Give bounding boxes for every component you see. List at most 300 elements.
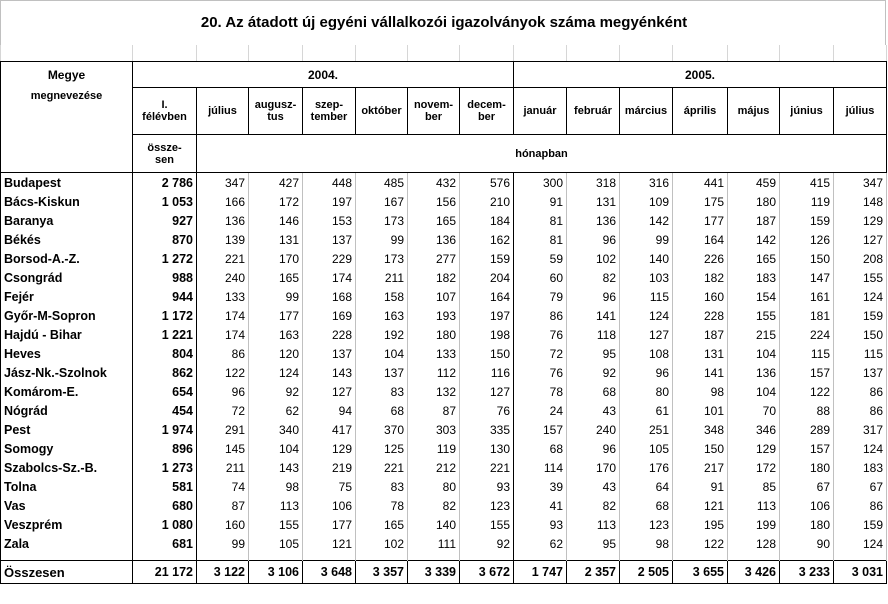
table-row [1, 268, 887, 287]
value-cell: 210 [460, 192, 514, 211]
value-cell: 212 [408, 458, 460, 477]
value-cell: 180 [780, 458, 834, 477]
value-cell: 187 [673, 325, 728, 344]
value-cell: 129 [728, 439, 780, 458]
value-cell: 300 [514, 173, 567, 193]
header-osszesen-line2: sen [155, 153, 174, 166]
value-cell: 159 [834, 515, 887, 534]
value-cell: 72 [197, 401, 249, 420]
value-cell: 70 [728, 401, 780, 420]
value-cell: 132 [408, 382, 460, 401]
value-cell: 93 [460, 477, 514, 496]
county-name: Budapest [1, 173, 133, 193]
value-cell: 137 [356, 363, 408, 382]
blank-cell [460, 553, 514, 561]
value-cell: 157 [514, 420, 567, 439]
value-cell: 114 [514, 458, 567, 477]
value-cell: 131 [249, 230, 303, 249]
county-name: Komárom-E. [1, 382, 133, 401]
header-month-2005-3: április [673, 88, 728, 135]
value-cell: 64 [620, 477, 673, 496]
header-month-2005-0: január [514, 88, 567, 135]
month-label-line1: szep- [314, 99, 344, 111]
value-cell: 105 [249, 534, 303, 553]
value-cell: 24 [514, 401, 567, 420]
value-cell: 172 [249, 192, 303, 211]
blank-cell [780, 553, 834, 561]
value-cell: 59 [514, 249, 567, 268]
blank-cell [133, 553, 197, 561]
value-cell: 101 [673, 401, 728, 420]
month-label-line1: decem- [467, 99, 506, 111]
value-cell: 127 [460, 382, 514, 401]
value-cell: 182 [673, 268, 728, 287]
value-cell: 86 [514, 306, 567, 325]
value-cell: 121 [303, 534, 356, 553]
value-cell: 98 [249, 477, 303, 496]
value-cell: 198 [460, 325, 514, 344]
value-cell: 3 357 [356, 561, 408, 584]
header-osszesen-line1: össze- [147, 141, 182, 154]
value-cell: 177 [303, 515, 356, 534]
value-cell: 119 [408, 439, 460, 458]
blank-cell [673, 553, 728, 561]
spacer-row [0, 45, 888, 61]
value-cell: 90 [780, 534, 834, 553]
value-cell: 3 233 [780, 561, 834, 584]
value-cell: 131 [673, 344, 728, 363]
blank-cell [356, 553, 408, 561]
h1-total-cell: 681 [133, 534, 197, 553]
value-cell: 221 [197, 249, 249, 268]
value-cell: 147 [780, 268, 834, 287]
value-cell: 61 [620, 401, 673, 420]
value-cell: 142 [728, 230, 780, 249]
value-cell: 96 [567, 439, 620, 458]
header-month-2004-3 [356, 88, 408, 135]
table-row [1, 306, 887, 325]
value-cell: 113 [728, 496, 780, 515]
value-cell: 347 [834, 173, 887, 193]
county-name: Nógrád [1, 401, 133, 420]
value-cell: 86 [197, 344, 249, 363]
value-cell: 98 [620, 534, 673, 553]
blank-cell [249, 553, 303, 561]
header-month-2004-5 [460, 88, 514, 135]
stats-table [0, 61, 887, 584]
value-cell: 87 [197, 496, 249, 515]
blank-row [1, 553, 887, 561]
value-cell: 105 [620, 439, 673, 458]
value-cell: 115 [620, 287, 673, 306]
value-cell: 136 [408, 230, 460, 249]
value-cell: 83 [356, 477, 408, 496]
value-cell: 3 031 [834, 561, 887, 584]
value-cell: 143 [303, 363, 356, 382]
value-cell: 154 [728, 287, 780, 306]
value-cell: 158 [356, 287, 408, 306]
value-cell: 102 [567, 249, 620, 268]
value-cell: 75 [303, 477, 356, 496]
value-cell: 148 [834, 192, 887, 211]
table-row [1, 173, 887, 193]
value-cell: 441 [673, 173, 728, 193]
value-cell: 111 [408, 534, 460, 553]
value-cell: 130 [460, 439, 514, 458]
h1-total-cell: 654 [133, 382, 197, 401]
value-cell: 417 [303, 420, 356, 439]
month-label-line2: ber [424, 111, 443, 123]
value-cell: 79 [514, 287, 567, 306]
value-cell: 173 [356, 249, 408, 268]
value-cell: 120 [249, 344, 303, 363]
value-cell: 219 [303, 458, 356, 477]
blank-cell [567, 553, 620, 561]
value-cell: 215 [728, 325, 780, 344]
table-row [1, 325, 887, 344]
value-cell: 164 [673, 230, 728, 249]
value-cell: 86 [834, 496, 887, 515]
value-cell: 169 [303, 306, 356, 325]
value-cell: 85 [728, 477, 780, 496]
value-cell: 96 [567, 230, 620, 249]
county-name: Zala [1, 534, 133, 553]
value-cell: 346 [728, 420, 780, 439]
county-name: Veszprém [1, 515, 133, 534]
value-cell: 104 [356, 344, 408, 363]
value-cell: 133 [197, 287, 249, 306]
header-honapban: hónapban [197, 135, 887, 173]
table-row [1, 344, 887, 363]
value-cell: 318 [567, 173, 620, 193]
h1-total-cell: 896 [133, 439, 197, 458]
value-cell: 124 [834, 287, 887, 306]
value-cell: 1 747 [514, 561, 567, 584]
value-cell: 168 [303, 287, 356, 306]
value-cell: 289 [780, 420, 834, 439]
header-month-2005-1: február [567, 88, 620, 135]
table-row [1, 287, 887, 306]
value-cell: 146 [249, 211, 303, 230]
value-cell: 94 [303, 401, 356, 420]
h1-total-cell: 1 080 [133, 515, 197, 534]
value-cell: 150 [780, 249, 834, 268]
table-row [1, 211, 887, 230]
county-name: Fejér [1, 287, 133, 306]
value-cell: 129 [834, 211, 887, 230]
month-label-line1: október [361, 105, 402, 117]
value-cell: 137 [834, 363, 887, 382]
value-cell: 88 [780, 401, 834, 420]
county-name: Vas [1, 496, 133, 515]
h1-total-cell: 1 221 [133, 325, 197, 344]
value-cell: 83 [356, 382, 408, 401]
header-month-2005-2: március [620, 88, 673, 135]
header-h1 [133, 88, 197, 135]
value-cell: 277 [408, 249, 460, 268]
value-cell: 121 [673, 496, 728, 515]
h1-total-cell: 870 [133, 230, 197, 249]
value-cell: 124 [834, 439, 887, 458]
value-cell: 485 [356, 173, 408, 193]
blank-cell [620, 553, 673, 561]
value-cell: 2 505 [620, 561, 673, 584]
county-name: Heves [1, 344, 133, 363]
value-cell: 192 [356, 325, 408, 344]
value-cell: 141 [673, 363, 728, 382]
value-cell: 131 [567, 192, 620, 211]
value-cell: 99 [620, 230, 673, 249]
value-cell: 2 357 [567, 561, 620, 584]
value-cell: 123 [620, 515, 673, 534]
value-cell: 80 [408, 477, 460, 496]
value-cell: 3 655 [673, 561, 728, 584]
table-row [1, 401, 887, 420]
header-month-2004-2 [303, 88, 356, 135]
county-name: Győr-M-Sopron [1, 306, 133, 325]
h1-total-cell: 804 [133, 344, 197, 363]
h1-total-cell: 21 172 [133, 561, 197, 584]
value-cell: 165 [408, 211, 460, 230]
value-cell: 123 [460, 496, 514, 515]
value-cell: 432 [408, 173, 460, 193]
value-cell: 136 [728, 363, 780, 382]
h1-total-cell: 680 [133, 496, 197, 515]
value-cell: 3 339 [408, 561, 460, 584]
value-cell: 448 [303, 173, 356, 193]
h1-total-cell: 2 786 [133, 173, 197, 193]
blank-cell [408, 553, 460, 561]
value-cell: 136 [197, 211, 249, 230]
h1-total-cell: 1 272 [133, 249, 197, 268]
value-cell: 174 [197, 306, 249, 325]
value-cell: 317 [834, 420, 887, 439]
value-cell: 303 [408, 420, 460, 439]
value-cell: 127 [834, 230, 887, 249]
value-cell: 157 [780, 363, 834, 382]
county-name: Békés [1, 230, 133, 249]
header-h1-line2: félévben [142, 111, 187, 123]
value-cell: 291 [197, 420, 249, 439]
value-cell: 175 [673, 192, 728, 211]
value-cell: 82 [567, 268, 620, 287]
value-cell: 195 [673, 515, 728, 534]
value-cell: 427 [249, 173, 303, 193]
value-cell: 115 [780, 344, 834, 363]
value-cell: 180 [408, 325, 460, 344]
value-cell: 170 [567, 458, 620, 477]
value-cell: 150 [834, 325, 887, 344]
value-cell: 193 [408, 306, 460, 325]
value-cell: 133 [408, 344, 460, 363]
value-cell: 124 [249, 363, 303, 382]
value-cell: 170 [249, 249, 303, 268]
h1-total-cell: 988 [133, 268, 197, 287]
value-cell: 122 [780, 382, 834, 401]
blank-cell [1, 553, 133, 561]
value-cell: 82 [408, 496, 460, 515]
value-cell: 162 [460, 230, 514, 249]
value-cell: 104 [249, 439, 303, 458]
value-cell: 118 [567, 325, 620, 344]
blank-cell [728, 553, 780, 561]
header-month-2004-1 [249, 88, 303, 135]
value-cell: 163 [356, 306, 408, 325]
value-cell: 92 [249, 382, 303, 401]
value-cell: 177 [673, 211, 728, 230]
county-name: Borsod-A.-Z. [1, 249, 133, 268]
value-cell: 119 [780, 192, 834, 211]
value-cell: 221 [460, 458, 514, 477]
value-cell: 103 [620, 268, 673, 287]
value-cell: 92 [567, 363, 620, 382]
value-cell: 251 [620, 420, 673, 439]
county-name: Baranya [1, 211, 133, 230]
value-cell: 102 [356, 534, 408, 553]
value-cell: 159 [780, 211, 834, 230]
value-cell: 96 [620, 363, 673, 382]
table-row [1, 515, 887, 534]
header-osszesen [133, 135, 197, 173]
value-cell: 139 [197, 230, 249, 249]
header-h1-line1: I. [161, 99, 168, 111]
value-cell: 74 [197, 477, 249, 496]
value-cell: 159 [834, 306, 887, 325]
value-cell: 160 [673, 287, 728, 306]
value-cell: 95 [567, 344, 620, 363]
header-month-2004-0 [197, 88, 249, 135]
value-cell: 76 [460, 401, 514, 420]
county-name: Bács-Kiskun [1, 192, 133, 211]
value-cell: 99 [197, 534, 249, 553]
value-cell: 106 [780, 496, 834, 515]
value-cell: 104 [728, 382, 780, 401]
value-cell: 348 [673, 420, 728, 439]
value-cell: 91 [514, 192, 567, 211]
value-cell: 183 [834, 458, 887, 477]
blank-cell [197, 553, 249, 561]
value-cell: 181 [780, 306, 834, 325]
table-row [1, 230, 887, 249]
table-title: 20. Az átadott új egyéni vállalkozói igazolványok száma megyénként [200, 14, 688, 31]
value-cell: 39 [514, 477, 567, 496]
value-cell: 229 [303, 249, 356, 268]
value-cell: 81 [514, 230, 567, 249]
value-cell: 41 [514, 496, 567, 515]
table-row [1, 420, 887, 439]
value-cell: 150 [460, 344, 514, 363]
value-cell: 164 [460, 287, 514, 306]
value-cell: 68 [620, 496, 673, 515]
value-cell: 161 [780, 287, 834, 306]
value-cell: 92 [460, 534, 514, 553]
value-cell: 459 [728, 173, 780, 193]
value-cell: 112 [408, 363, 460, 382]
value-cell: 3 672 [460, 561, 514, 584]
value-cell: 221 [356, 458, 408, 477]
month-label-line2: tember [310, 111, 348, 123]
value-cell: 240 [567, 420, 620, 439]
h1-total-cell: 944 [133, 287, 197, 306]
value-cell: 316 [620, 173, 673, 193]
value-cell: 91 [673, 477, 728, 496]
header-month-2005-5: június [780, 88, 834, 135]
h1-total-cell: 454 [133, 401, 197, 420]
value-cell: 150 [673, 439, 728, 458]
value-cell: 80 [620, 382, 673, 401]
value-cell: 125 [356, 439, 408, 458]
value-cell: 166 [197, 192, 249, 211]
value-cell: 113 [567, 515, 620, 534]
value-cell: 72 [514, 344, 567, 363]
value-cell: 76 [514, 325, 567, 344]
value-cell: 86 [834, 401, 887, 420]
value-cell: 3 106 [249, 561, 303, 584]
value-cell: 96 [197, 382, 249, 401]
total-row [1, 561, 887, 584]
value-cell: 228 [673, 306, 728, 325]
value-cell: 116 [460, 363, 514, 382]
value-cell: 106 [303, 496, 356, 515]
value-cell: 155 [728, 306, 780, 325]
value-cell: 155 [249, 515, 303, 534]
value-cell: 224 [780, 325, 834, 344]
table-row [1, 249, 887, 268]
value-cell: 93 [514, 515, 567, 534]
value-cell: 226 [673, 249, 728, 268]
value-cell: 99 [356, 230, 408, 249]
value-cell: 81 [514, 211, 567, 230]
value-cell: 137 [303, 230, 356, 249]
value-cell: 122 [197, 363, 249, 382]
value-cell: 165 [728, 249, 780, 268]
blank-cell [834, 553, 887, 561]
value-cell: 165 [249, 268, 303, 287]
h1-total-cell: 1 172 [133, 306, 197, 325]
header-year-2004: 2004. [133, 62, 514, 88]
value-cell: 187 [728, 211, 780, 230]
table-row [1, 439, 887, 458]
h1-total-cell: 862 [133, 363, 197, 382]
county-name: Összesen [1, 561, 133, 584]
value-cell: 129 [303, 439, 356, 458]
h1-total-cell: 1 273 [133, 458, 197, 477]
value-cell: 78 [356, 496, 408, 515]
header-year-2005: 2005. [514, 62, 887, 88]
value-cell: 177 [249, 306, 303, 325]
value-cell: 180 [728, 192, 780, 211]
value-cell: 86 [834, 382, 887, 401]
value-cell: 60 [514, 268, 567, 287]
value-cell: 98 [673, 382, 728, 401]
value-cell: 76 [514, 363, 567, 382]
blank-cell [303, 553, 356, 561]
value-cell: 82 [567, 496, 620, 515]
h1-total-cell: 1 053 [133, 192, 197, 211]
value-cell: 153 [303, 211, 356, 230]
value-cell: 155 [460, 515, 514, 534]
value-cell: 108 [620, 344, 673, 363]
value-cell: 140 [620, 249, 673, 268]
value-cell: 128 [728, 534, 780, 553]
value-cell: 217 [673, 458, 728, 477]
value-cell: 172 [728, 458, 780, 477]
value-cell: 127 [303, 382, 356, 401]
month-label-line2: ber [477, 111, 496, 123]
month-label-line1: július [208, 105, 237, 117]
value-cell: 140 [408, 515, 460, 534]
table-row [1, 192, 887, 211]
